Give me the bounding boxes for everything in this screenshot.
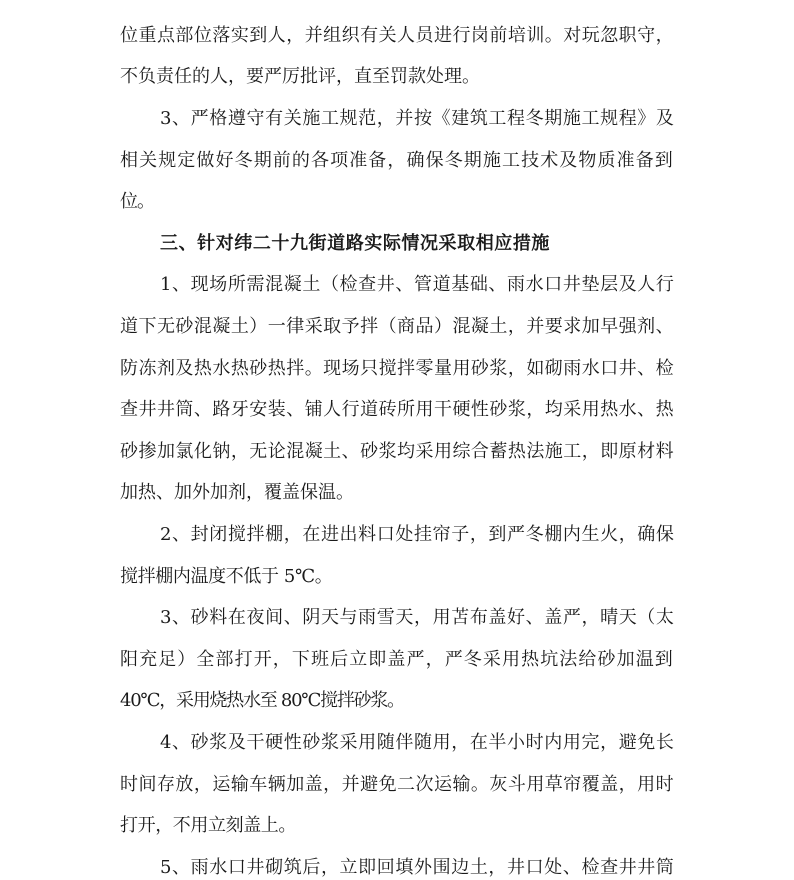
text-line: 查井井筒、路牙安装、铺人行道砖所用干硬性砂浆，均采用热水、热	[120, 399, 675, 420]
section-heading: 三、针对纬二十九街道路实际情况采取相应措施	[160, 233, 550, 254]
text-line: 3、砂料在夜间、阴天与雨雪天，用苫布盖好、盖严，晴天（太	[160, 607, 675, 628]
text-line: 3、严格遵守有关施工规范，并按《建筑工程冬期施工规程》及	[160, 108, 675, 129]
text-line: 砂掺加氯化钠，无论混凝土、砂浆均采用综合蓄热法施工，即原材料	[120, 441, 675, 462]
text-line: 不负责任的人，要严厉批评，直至罚款处理。	[120, 66, 480, 87]
text-line: 1、现场所需混凝土（检查井、管道基础、雨水口井垫层及人行	[160, 274, 675, 295]
text-line: 搅拌棚内温度不低于 5℃。	[120, 566, 333, 587]
text-line: 阳充足）全部打开，下班后立即盖严，严冬采用热坑法给砂加温到	[120, 649, 674, 670]
text-line: 4、砂浆及干硬性砂浆采用随伴随用，在半小时内用完，避免长	[160, 732, 675, 753]
text-line: 40℃，采用烧热水至 80℃搅拌砂浆。	[120, 690, 404, 711]
text-line: 时间存放，运输车辆加盖，并避免二次运输。灰斗用草帘覆盖，用时	[120, 774, 675, 795]
text-line: 相关规定做好冬期前的各项准备，确保冬期施工技术及物质准备到	[120, 150, 674, 171]
text-line: 加热、加外加剂，覆盖保温。	[120, 482, 354, 503]
text-line: 2、封闭搅拌棚，在进出料口处挂帘子，到严冬棚内生火，确保	[160, 524, 675, 545]
text-line: 位。	[120, 191, 154, 212]
text-line: 道下无砂混凝土）一律采取予拌（商品）混凝土，并要求加早强剂、	[120, 316, 675, 337]
text-line: 打开，不用立刻盖上。	[120, 815, 296, 836]
text-line: 位重点部位落实到人，并组织有关人员进行岗前培训。对玩忽职守，	[120, 25, 675, 46]
text-line: 5、雨水口井砌筑后，立即回填外围边土，井口处、检查井井筒	[160, 857, 675, 878]
text-line: 防冻剂及热水热砂热拌。现场只搅拌零量用砂浆，如砌雨水口井、检	[120, 358, 675, 379]
